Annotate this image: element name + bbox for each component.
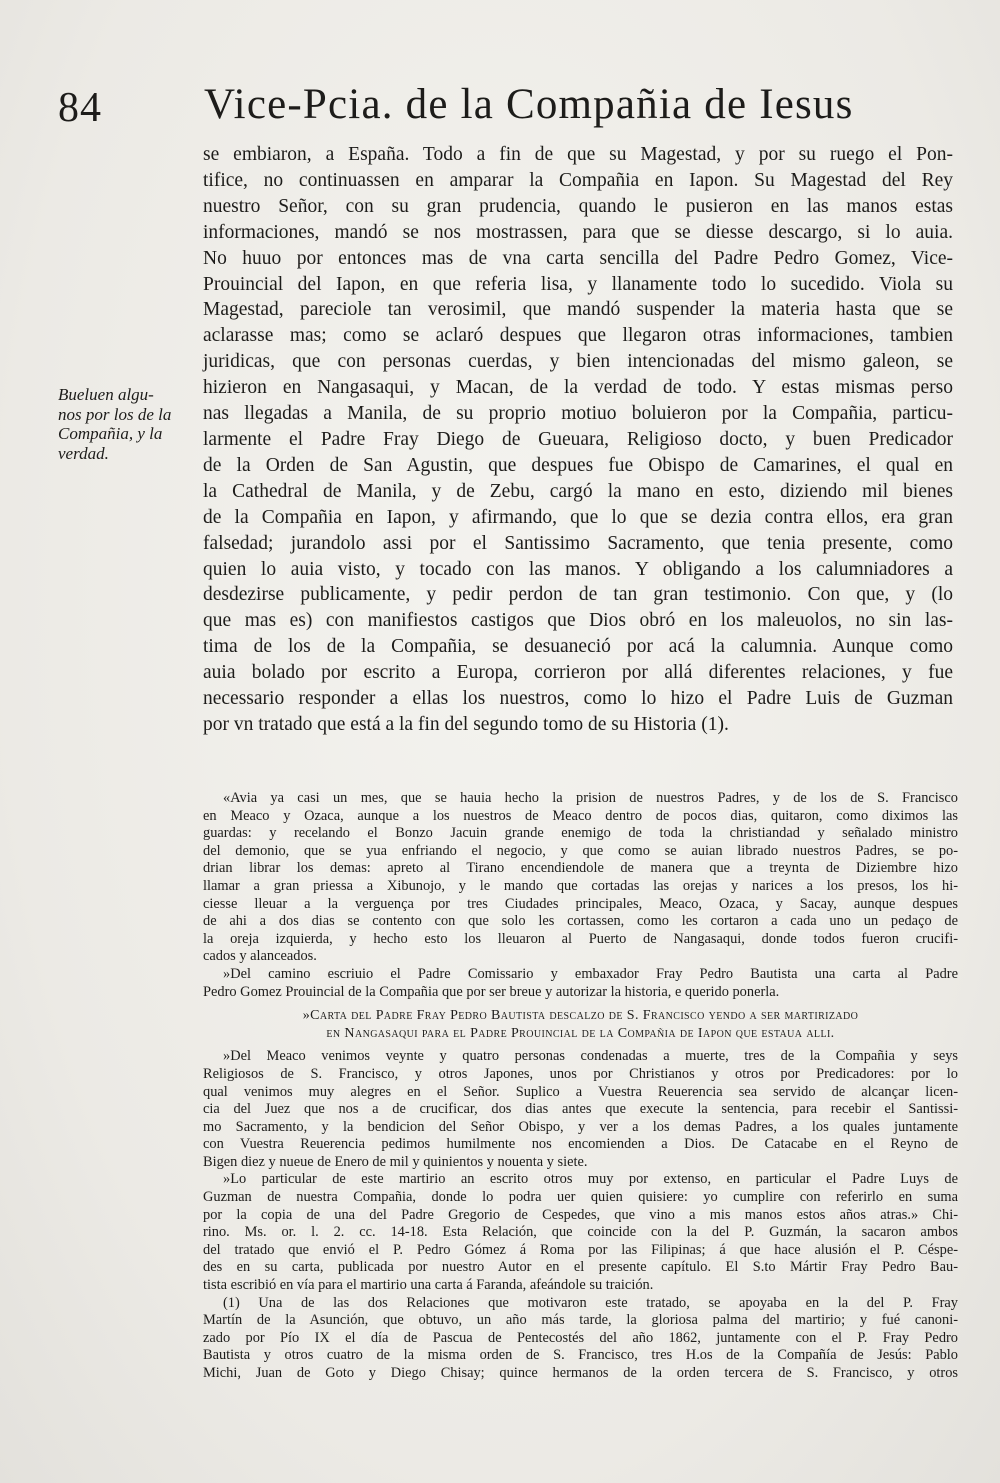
note-line: »Lo particular de este martirio an escrito otros muy por extenso, en particular el Padre Luys de: [223, 1171, 958, 1188]
main-text-line: se embiaron, a España. Todo a fin de que su Magestad, y por su ruego el Pon-: [203, 144, 953, 165]
main-text-line: desdezirse publicamente, y pedir perdon de tan gran testimonio. Con que, y (lo: [203, 584, 953, 606]
note-line: Guzman de nuestra Compañia, donde lo podra uer quien quisiere: yo cumplire con referirlo en suma: [203, 1189, 958, 1206]
note-line: guardas: y recelando el Bonzo Jacuin grande enemigo de toda la christiandad y señalado ministro: [203, 825, 958, 842]
note-line: rino. Ms. or. l. 2. cc. 14-18. Esta Relación, que coincide con la del P. Guzmán, la sacaron ambos: [203, 1224, 958, 1241]
note-line: por la copia de una del Padre Gregorio de Cespedes, que vino a mis manos estos años atras.» Chi-: [203, 1206, 958, 1223]
letter-heading-line: en Nangasaqui para el Padre Prouincial de la Compañia de Iapon que estaua alli.: [326, 1025, 835, 1041]
footnote-line: zado por Pío IX el día de Pascua de Pentecostés del año 1862, juntamente con el P. Fray Pedro: [203, 1329, 958, 1346]
note-line: Pedro Gomez Prouincial de la Compañia que por ser breue y autorizar la historia, e querido ponerla.: [203, 983, 780, 1000]
main-text-line: hizieron en Nangasaqui, y Macan, de la verdad de todo. Y estas mismas perso: [203, 377, 953, 399]
note-line: del demonio, que se yua enfriando el negocio, y que como se auian librado nuestros Padres, se po-: [203, 842, 958, 859]
page-number: 84: [58, 85, 102, 131]
main-text-line: tima de los de la Compañia, se desuaneció por acá la calumnia. Aunque como: [203, 636, 953, 658]
note-line: cados y alanceados.: [203, 948, 317, 965]
main-text-line: Prouincial del Iapon, en que referia lisa, y llanamente todo lo sucedido. Viola su: [203, 273, 953, 295]
main-text-line: la Cathedral de Manila, y de Zebu, cargó la mano en esto, diziendo mil bienes: [203, 480, 953, 502]
note-line: qual venimos muy alegres en el Señor. Suplico a Vuestra Reuerencia sea servido de alcançar licen-: [203, 1083, 958, 1100]
main-text-line: falsedad; jurandolo assi por el Santissimo Sacramento, que tenia presente, como: [203, 532, 953, 554]
main-text-line: larmente el Padre Fray Diego de Gueuara, Religioso docto, y buen Predicador: [203, 428, 953, 450]
footnote-line: Martín de la Asunción, que obtuvo, un año más tarde, la gloriosa palma del martirio; y fué canoni-: [203, 1312, 958, 1329]
marginal-note-line: verdad.: [58, 443, 109, 463]
footnote-line: Bautista y otros cuatro de la misma orden de S. Francisco, tres H.os de la Compañía de Jesús: Pablo: [203, 1347, 958, 1364]
main-text-line: No huuo por entonces mas de vna carta sencilla del Padre Pedro Gomez, Vice-: [203, 247, 953, 269]
main-text-line: auia bolado por escrito a Europa, corrieron por allá diferentes relaciones, y fue: [203, 662, 953, 684]
note-line: del tratado que envió el P. Pedro Gómez á Roma por las Filipinas; á que hace alusión el P. Céspe-: [203, 1241, 958, 1258]
running-title: Vice-Pcia. de la Compañia de Iesus: [204, 81, 854, 128]
marginal-note-line: Compañia, y la: [58, 424, 163, 443]
note-line: Bigen diez y nueue de Enero de mil y quinientos y nouenta y siete.: [203, 1153, 588, 1170]
main-text-line: juridicas, que con personas cuerdas, y bien intencionadas del mismo galeon, se: [203, 351, 953, 373]
note-line: «Avia ya casi un mes, que se hauia hecho la prision de nuestros Padres, y de los de S. Francisco: [223, 790, 958, 806]
note-line: tista escribió en vía para el martirio una carta á Faranda, afeándole su traición.: [203, 1277, 654, 1294]
note-line: de ahi a dos dias se contento con que solo les cortassen, como les cortaron a cada uno un pedaço de: [203, 913, 958, 930]
main-text-line: nas llegadas a Manila, de su proprio motiuo boluieron por la Compañia, particu-: [203, 403, 953, 425]
note-line: »Del Meaco venimos veynte y quatro personas condenadas a muerte, tres de la Compañia y seys: [223, 1048, 958, 1065]
main-text-line: aclarasse mas; como se aclaró despues que llegaron otras informaciones, tambien: [203, 325, 953, 347]
main-text-line: de la Compañia en Iapon, y afirmando, que lo que se dezia contra ellos, era gran: [203, 506, 953, 528]
main-text-line: necessario responder a ellas los nuestros, como lo hizo el Padre Luis de Guzman: [203, 688, 953, 710]
note-line: drian librar los demas: apreto al Tirano encendiendole de manera que a treynta de Diziembre hizo: [203, 860, 958, 877]
note-line: Religiosos de S. Francisco, y otros Japones, unos por Christianos y otros por Predicadores: por lo: [203, 1065, 958, 1082]
note-line: cia del Juez que nos a de crucificar, dos dias antes que execute la sentencia, para recebir el Santissi-: [203, 1101, 958, 1118]
marginal-note: [58, 385, 198, 463]
notes-section: [203, 790, 958, 1383]
main-text: [203, 142, 953, 738]
note-line: en Meaco y Ozaca, aunque a los nuestros de Meaco dentro de pocos dias, quitaron, como diximos las: [203, 807, 958, 824]
note-line: des en su carta, publicada por nuestro Autor en el presente capítulo. El S.to Mártir Fray Pedro Bau-: [203, 1259, 958, 1276]
main-text-line: quien lo auia visto, y tocado con las manos. Y obligando a los calumniadores a: [203, 558, 953, 580]
marginal-note-line: Bueluen algu-: [58, 385, 154, 404]
note-line: con Vuestra Reuerencia pedimos humilmente nos encomienden a Dios. De Catacabe en el Reyno de: [203, 1136, 958, 1153]
footnote-line: (1) Una de las dos Relaciones que motivaron este tratado, se apoyaba en la del P. Fray: [223, 1294, 958, 1311]
note-line: mo Sacramento, y la bendicion del Señor Obispo, y ver a los demas Padres, a los quales juntamente: [203, 1118, 958, 1135]
marginal-note-line: nos por los de la: [58, 404, 172, 424]
main-text-line: informaciones, mandó se nos mostrassen, para que se diesse descargo, si lo auia.: [203, 221, 953, 243]
main-text-line: Magestad, pareciole tan verosimil, que mandó suspender la materia hasta que se: [203, 299, 953, 321]
letter-heading-line: »Carta del Padre Fray Pedro Bautista descalzo de S. Francisco yendo a ser martirizado: [302, 1008, 859, 1024]
note-line: llamar a gran priessa a Xibunojo, y le mando que cortadas las orejas y narices a los presos, los hi-: [203, 877, 958, 894]
footnote-line: Michi, Juan de Goto y Diego Chisay; quince hermanos de la orden tercera de S. Francisco, y otros: [203, 1365, 958, 1381]
main-text-line: que mas es) con manifiestos castigos que Dios obró en los maleuolos, no sin las-: [203, 610, 953, 632]
main-text-line: nuestro Señor, con su gran prudencia, quando le pusieron en las manos estas: [203, 195, 953, 217]
main-text-line: de la Orden de San Agustin, que despues fue Obispo de Camarines, el qual en: [203, 454, 953, 476]
main-text-line: por vn tratado que está a la fin del segundo tomo de su Historia (1).: [203, 713, 729, 735]
note-line: la oreja izquierda, y hecho esto los lleuaron al Puerto de Nangasaqui, donde todos fueron crucifi-: [203, 930, 958, 947]
main-text-line: tifice, no continuassen en amparar la Compañia en Iapon. Su Magestad del Rey: [203, 169, 953, 191]
note-line: »Del camino escriuio el Padre Comissario y embaxador Fray Pedro Bautista una carta al Padre: [223, 965, 958, 982]
note-line: ciesse lleuar a la verguença por tres Ciudades principales, Meaco, Ozaca, y Sacay, aunque despues: [203, 895, 958, 912]
